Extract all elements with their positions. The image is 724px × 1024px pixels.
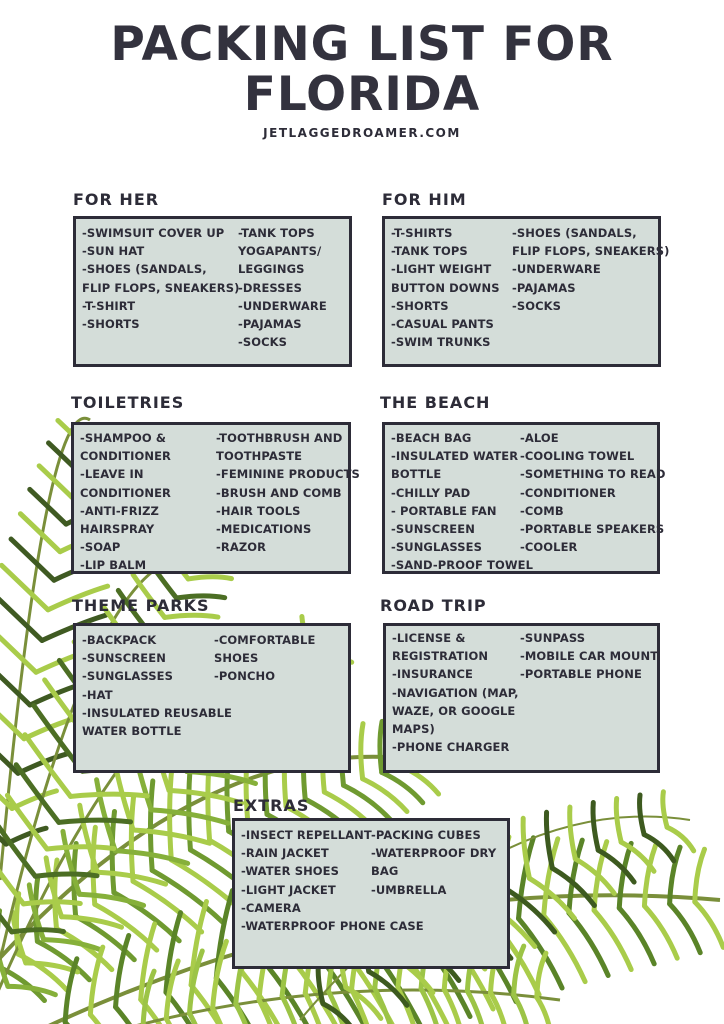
palm-leaflet [514,995,531,1024]
list-item: -INSULATED WATER [391,449,519,464]
list-item: -PAJAMAS [238,317,302,332]
list-item: BUTTON DOWNS [391,280,500,295]
palm-leaflet [166,1019,186,1024]
section-title-for-her: FOR HER [73,190,160,209]
list-item: CONDITIONER [80,449,171,464]
palm-leaflet [640,795,645,835]
palm-leaflet [361,724,363,779]
list-item: -MOBILE CAR MOUNT [520,649,659,664]
palm-leaflet [663,792,667,827]
list-item: -COMB [520,503,564,518]
title-line-2: FLORIDA [243,67,481,122]
list-item: -LIP BALM [80,558,147,573]
section-box-extras [232,818,510,969]
palm-leaflet [616,799,621,843]
palm-leaflet [131,796,133,881]
list-item: -HAIR TOOLS [216,503,301,518]
list-item: TOOTHPASTE [216,449,303,464]
palm-leaflet [37,941,89,979]
list-item: -PHONE CHARGER [392,740,510,755]
list-item: -WATERPROOF DRY [371,846,497,861]
palm-leaflet [644,834,674,860]
page-title [0,17,724,122]
list-item: REGISTRATION [392,649,489,664]
list-item: CONDITIONER [80,485,171,500]
palm-leaflet [165,615,218,617]
section-title-for-him: FOR HIM [382,190,467,209]
list-item: -MEDICATIONS [216,522,312,537]
palm-leaflet [35,874,97,876]
section-title-toiletries: TOILETRIES [71,393,185,412]
list-item: -DRESSES [238,280,303,295]
list-item: -INSULATED REUSABLE [82,705,232,720]
list-item: -PORTABLE PHONE [520,667,642,682]
list-item: -TANK TOPS [391,244,468,259]
column-left [82,224,238,360]
list-item: -CHILLY PAD [391,485,471,500]
list-item: -RAIN JACKET [241,846,329,861]
section-box-road-trip [383,623,660,773]
palm-leaflet [188,577,231,579]
list-item: FLIP FLOPS, SNEAKERS) [82,280,240,295]
column-left [82,631,232,766]
list-item: -RAZOR [216,540,267,555]
list-item: -BRUSH AND COMB [216,485,342,500]
list-item: -SOCKS [512,298,562,313]
list-item: -WATER SHOES [241,864,340,879]
list-item: -CAMERA [241,900,301,915]
palm-leaflet [0,737,18,773]
section-box-theme-parks [73,623,351,773]
list-item: HAIRSPRAY [80,522,155,537]
list-item: -UNDERWARE [512,262,601,277]
list-item: -PACKING CUBES [371,828,481,842]
list-item: -LEAVE IN [80,467,144,482]
section-box-for-him [382,216,670,367]
palm-leaflet [0,662,30,705]
palm-leaflet [593,803,598,851]
column-left [80,429,216,573]
list-item: -SUNSCREEN [82,651,166,666]
section-box-for-her [73,216,352,367]
palm-leaflet [30,489,66,524]
column-right [520,629,658,766]
list-item: MAPS) [392,722,435,737]
list-item: -FEMININE PRODUCTS [216,467,360,482]
list-item: -COOLER [520,540,578,555]
list-item: -SUNPASS [520,631,586,645]
list-item: -SAND-PROOF TOWEL [391,558,533,573]
list-item: BAG [371,864,399,879]
list-item: -INSURANCE [392,667,473,682]
section-title-theme-parks: THEME PARKS [72,596,210,615]
palm-leaflet [79,894,143,905]
list-item: SHOES [214,651,259,666]
palm-leaflet [380,721,382,772]
palm-leaflet [670,904,701,953]
list-item: WATER BOTTLE [82,724,182,739]
column-right [214,631,315,766]
list-item: -CASUAL PANTS [391,317,494,332]
list-item: WAZE, OR GOOGLE [392,703,516,718]
palm-leaflet [8,986,55,994]
list-item: -SOMETHING TO READ [520,467,666,482]
palm-leaflet [537,997,552,1024]
list-item: -SUNSCREEN [391,522,475,537]
palm-leaflet [71,794,148,796]
list-item: FLIP FLOPS, SNEAKERS) [512,244,670,259]
list-item: -LIGHT WEIGHT [391,262,492,277]
section-box-toiletries [71,422,360,574]
list-item: -BEACH BAG [391,431,472,445]
list-item: -COOLING TOWEL [520,449,635,464]
list-item: -PONCHO [214,669,276,684]
list-item: -SHORTS [82,317,140,332]
list-item: -SOCKS [238,335,288,350]
palm-leaflet [2,565,48,609]
list-item: -NAVIGATION (MAP, [392,685,519,700]
palm-leaflet [570,807,576,859]
list-item: -ANTI-FRIZZ [80,503,159,518]
list-item: -SHOES (SANDALS, [82,262,207,277]
palm-leaflet [537,953,546,997]
list-item: -SHORTS [391,298,449,313]
list-item: -PAJAMAS [512,280,576,295]
palm-leaflet [695,902,723,947]
list-item: -SHAMPOO & [80,431,167,445]
palm-leaflet [189,1013,210,1024]
list-item: -BACKPACK [82,633,157,647]
list-item: -TOOTHBRUSH AND [216,431,343,445]
column-left [391,429,533,573]
list-item: -SUN HAT [82,244,145,259]
list-item: -LICENSE & [392,631,466,645]
title-line-1: PACKING LIST FOR [110,17,614,72]
list-item: -UNDERWARE [238,298,327,313]
list-item: -T-SHIRTS [391,226,453,240]
list-item: -LIGHT JACKET [241,882,336,897]
list-item: LEGGINGS [238,262,305,277]
list-item: -PORTABLE SPEAKERS [520,522,665,537]
palm-leaflet [0,699,24,739]
column-right [520,429,666,567]
list-item: -COMFORTABLE [214,633,316,647]
section-title-the-beach: THE BEACH [380,393,491,412]
list-item: -CONDITIONER [520,485,616,500]
section-title-extras: EXTRAS [233,796,310,815]
list-item: -HAT [82,687,113,702]
palm-leaflet [0,626,36,672]
palm-leaflet [47,847,114,849]
palm-leaflet [169,790,242,803]
section-box-the-beach [382,422,666,574]
list-item: -SWIM TRUNKS [391,335,491,350]
column-left [392,629,520,766]
list-item: -UMBRELLA [371,882,447,897]
section-title-road-trip: ROAD TRIP [380,596,487,615]
column-right [238,224,327,360]
list-item: -WATERPROOF PHONE CASE [241,919,424,934]
column-right [371,826,496,962]
column-right [216,429,360,567]
list-item: BOTTLE [391,467,442,482]
palm-leaflet [152,870,224,923]
site-url: JETLAGGEDROAMER.COM [263,126,461,140]
list-item: YOGAPANTS/ [238,244,322,259]
palm-leaflet [59,820,131,822]
palm-leaflet [12,930,64,932]
list-item: -T-SHIRT [82,298,136,313]
column-left [391,224,512,360]
list-item: -SHOES (SANDALS, [512,226,637,240]
palm-leaflet [24,902,81,904]
list-item: -SUNGLASSES [391,540,482,555]
list-item: -SOAP [80,540,121,555]
column-right [512,224,669,360]
list-item: -ALOE [520,431,559,445]
list-item: -SUNGLASSES [82,669,173,684]
palm-leaflet [11,539,54,580]
list-item: -TANK TOPS [238,226,315,240]
palm-leaflet [546,812,552,868]
palm-leaflet [695,849,705,902]
list-item: -INSECT REPELLANT [241,828,372,842]
list-item: -SWIMSUIT COVER UP [82,226,225,240]
list-item: - PORTABLE FAN [391,503,497,518]
